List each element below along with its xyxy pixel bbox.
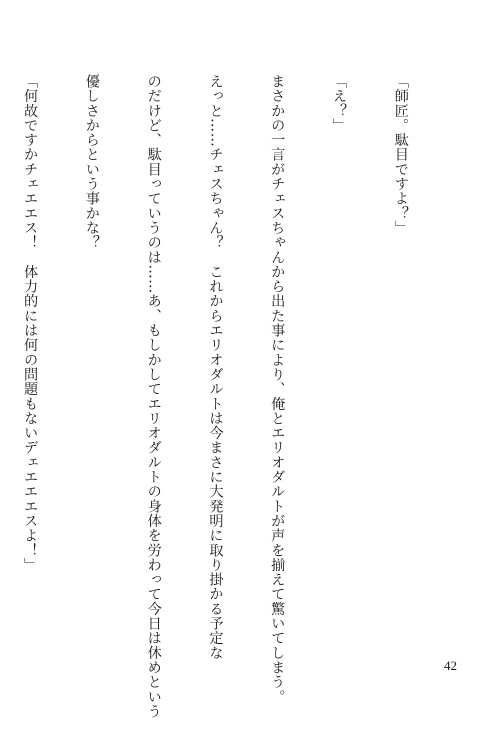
text-line: 「え？」 xyxy=(331,74,348,133)
page-number: 42 xyxy=(444,658,457,673)
text-line: のだけど、駄目っていうのは……あ、もしかしてエリオダルトの身体を労わって今日は休めという xyxy=(145,74,162,719)
text-line: 「師匠。駄目ですよ？」 xyxy=(392,74,409,236)
text-line: まさかの一言がチェスちゃんから出た事により、俺とエリオダルトが声を揃えて驚いてしまう。 xyxy=(269,74,286,704)
text-line: 「何故ですかチェエエス！ 体力的には何の問題もないデェエエエスよ！」 xyxy=(22,74,39,573)
text-line: えっと……チェスちゃん？ これからエリオダルトは今まさに大発明に取り掛かる予定な xyxy=(207,74,224,660)
text-line: 優しさからという事かな？ xyxy=(83,74,100,250)
